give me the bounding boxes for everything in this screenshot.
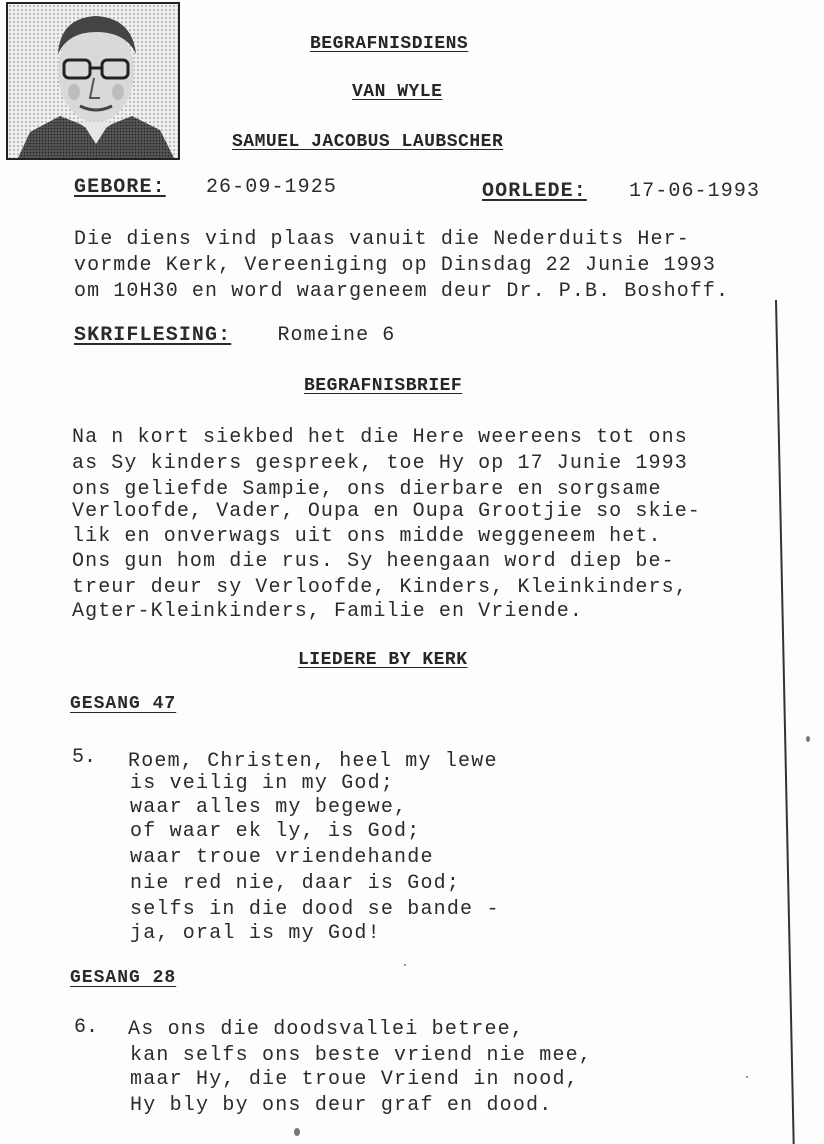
verse-line: ja, oral is my God! [130,922,381,945]
scan-speck [746,1076,748,1078]
service-info-line: om 10H30 en word waargeneem deur Dr. P.B. Boshoff. [74,280,730,303]
reading-label: SKRIFLESING: [74,324,232,347]
verse-line: Hy bly by ons deur graf en dood. [130,1094,553,1117]
letter-line: lik en onverwags uit ons midde weggeneem het. [72,525,662,548]
verse-line: is veilig in my God; [130,772,395,795]
service-info-line: Die diens vind plaas vanuit die Nederduits Her- [74,228,690,251]
letter-title: BEGRAFNISBRIEF [304,376,463,396]
hymn-title: GESANG 47 [70,694,177,714]
verse-line: waar troue vriendehande [130,846,434,869]
verse-line: waar alles my begewe, [130,796,408,819]
died-label: OORLEDE: [482,180,587,203]
died-value: 17-06-1993 [629,180,761,203]
deceased-name: SAMUEL JACOBUS LAUBSCHER [232,132,504,152]
portrait-photo [6,2,180,160]
letter-line: Ons gun hom die rus. Sy heengaan word diep be- [72,550,675,573]
verse-number: 5. [72,746,97,769]
hymn-title: GESANG 28 [70,968,177,988]
verse-line: nie red nie, daar is God; [130,872,461,895]
verse-line: selfs in die dood se bande - [130,898,500,921]
letter-line: Agter-Kleinkinders, Familie en Vriende. [72,600,583,623]
verse-line: maar Hy, die troue Vriend in nood, [130,1068,579,1091]
born-value: 26-09-1925 [205,176,337,199]
scan-speck [404,964,406,966]
scripture-reading-row [74,324,395,347]
verse-line: of waar ek ly, is God; [130,820,421,843]
verse-line: kan selfs ons beste vriend nie mee, [130,1044,593,1067]
service-info-line: vormde Kerk, Vereeniging op Dinsdag 22 Junie 1993 [74,254,716,277]
verse-line: Roem, Christen, heel my lewe [128,750,498,773]
letter-line: Na n kort siekbed het die Here weereens tot ons [72,426,688,449]
verse-line: As ons die doodsvallei betree, [128,1018,525,1041]
death-date-row [482,180,760,203]
reading-value: Romeine 6 [277,324,396,347]
songs-title: LIEDERE BY KERK [298,650,468,670]
scan-speck [294,1128,300,1136]
page-margin-line [775,300,795,1144]
letter-line: ons geliefde Sampie, ons dierbare en sorgsame [72,478,662,501]
scan-speck [806,736,810,742]
service-subtitle: VAN WYLE [352,82,443,102]
birth-date-row [74,176,337,199]
letter-line: as Sy kinders gespreek, toe Hy op 17 Junie 1993 [72,452,688,475]
letter-line: treur deur sy Verloofde, Kinders, Kleinkinders, [72,576,688,599]
verse-number: 6. [74,1016,99,1039]
born-label: GEBORE: [74,176,166,199]
service-title: BEGRAFNISDIENS [310,34,469,54]
letter-line: Verloofde, Vader, Oupa en Oupa Grootjie so skie- [72,500,701,523]
